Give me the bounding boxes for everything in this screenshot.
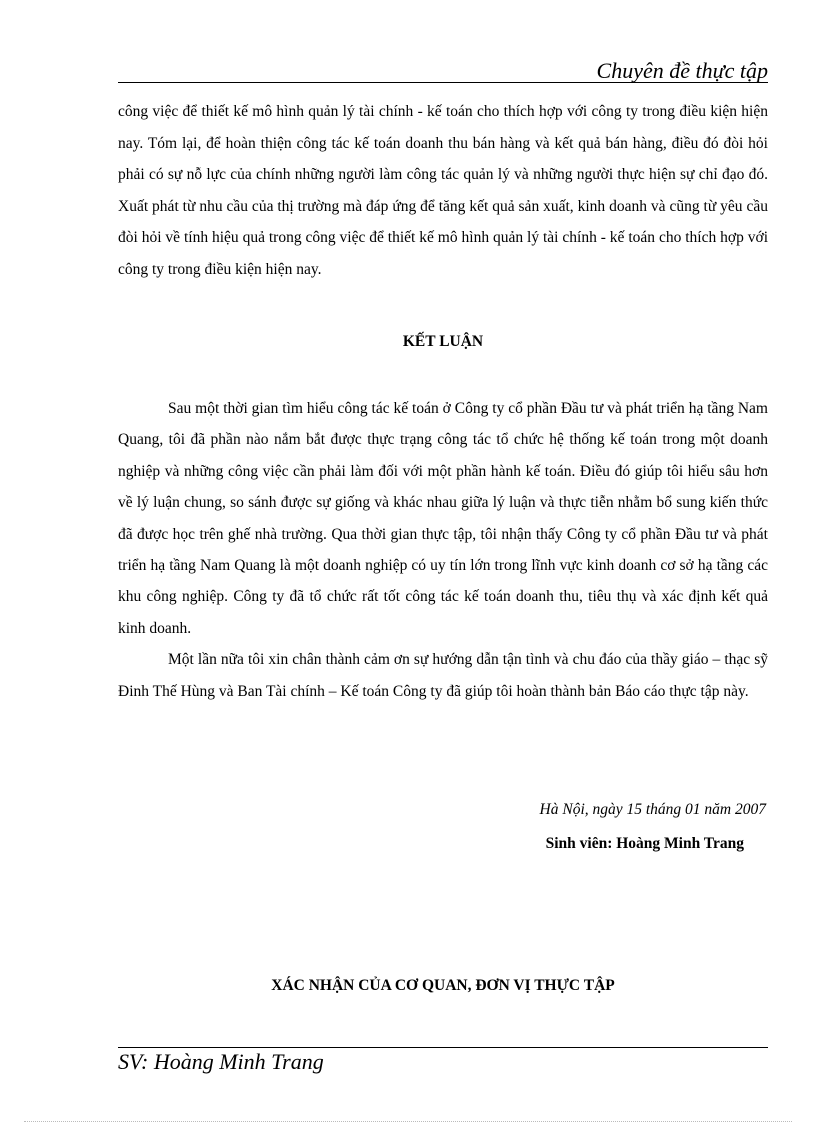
intro-text (118, 96, 768, 285)
intro-paragraph: công việc để thiết kế mô hình quản lý tài chính - kế toán cho thích hợp với công ty trong điều kiện hiện nay. Tóm lại, để hoàn thiện công tác kế toán doanh thu bán hàng và kết quả bán hàng, điều đó đòi hỏi phải có sự nỗ lực của chính những người làm công tác quản lý và những người thực hiện sự chỉ đạo đó. Xuất phát từ nhu cầu của thị trường mà đáp ứng để tăng kết quả sản xuất, kinh doanh và cũng từ yêu cầu đòi hỏi về tính hiệu quả trong công việc để thiết kế mô hình quản lý tài chính - kế toán cho thích hợp với công ty trong điều kiện hiện nay. (118, 103, 768, 278)
conclusion-heading: KẾT LUẬN (402, 333, 484, 350)
page-bottom-divider (24, 1121, 792, 1122)
student-signature: Sinh viên: Hoàng Minh Trang (545, 835, 744, 852)
conclusion-paragraph-1: Sau một thời gian tìm hiểu công tác kế toán ở Công ty cổ phần Đầu tư và phát triển hạ tầng Nam Quang, tôi đã phần nào nắm bắt được thực trạng công tác tổ chức hệ thống kế toán trong một doanh nghiệp và những công việc cần phải làm đối với một phần hành kế toán. Điều đó giúp tôi hiểu sâu hơn về lý luận chung, so sánh được sự giống và khác nhau giữa lý luận và thực tiễn nhằm bổ sung kiến thức đã được học trên ghế nhà trường. Qua thời gian thực tập, tôi nhận thấy Công ty cổ phần Đầu tư và phát triển hạ tầng Nam Quang là một doanh nghiệp có uy tín lớn trong lĩnh vực kinh doanh cơ sở hạ tầng các khu công nghiệp. Công ty đã tổ chức rất tốt công tác kế toán doanh thu, tiêu thụ và xác định kết quả kinh doanh. (118, 400, 768, 637)
footer-text: SV: Hoàng Minh Trang (118, 1049, 324, 1074)
header-title: Chuyên đề thực tập (596, 58, 768, 83)
confirmation-heading: XÁC NHẬN CỦA CƠ QUAN, ĐƠN VỊ THỰC TẬP (271, 977, 615, 994)
signature-date: Hà Nội, ngày 15 tháng 01 năm 2007 (539, 801, 766, 818)
conclusion-paragraph-2: Một lần nữa tôi xin chân thành cảm ơn sự hướng dẫn tận tình và chu đáo của thầy giáo – thạc sỹ Đinh Thế Hùng và Ban Tài chính – Kế toán Công ty đã giúp tôi hoàn thành bản Báo cáo thực tập này. (118, 651, 768, 700)
conclusion-section (118, 393, 768, 707)
page-header (118, 58, 768, 83)
